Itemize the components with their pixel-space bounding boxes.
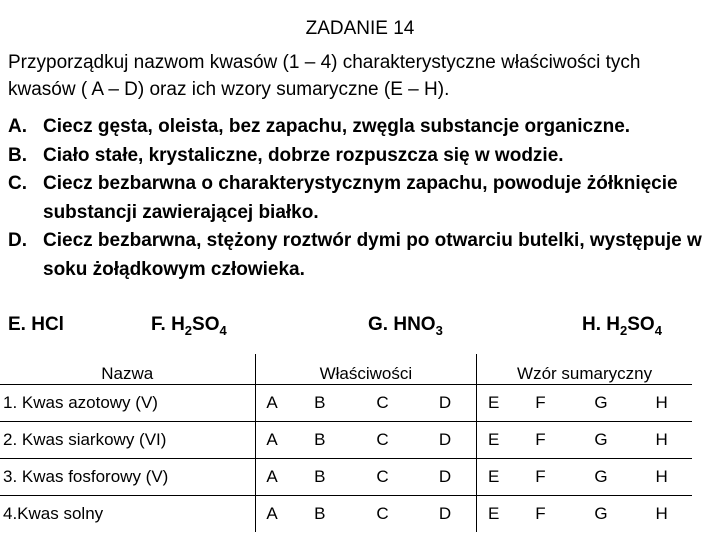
- property-letter: C.: [8, 173, 27, 194]
- table-row: [0, 385, 692, 422]
- table-row: [0, 422, 692, 459]
- property-option-a[interactable]: A: [255, 422, 288, 459]
- property-item-b: [8, 142, 713, 171]
- formula-option-e[interactable]: E: [477, 385, 510, 422]
- properties-list: [8, 113, 713, 284]
- property-option-a[interactable]: A: [255, 385, 288, 422]
- acid-name: 1. Kwas azotowy (V): [0, 385, 255, 422]
- task-instructions: Przyporządkuj nazwom kwasów (1 – 4) charakterystyczne właściwości tych kwasów ( A – D) oraz ich wzory sumaryczne (E – H).: [8, 52, 641, 100]
- property-option-d[interactable]: D: [414, 422, 477, 459]
- formula-option-f[interactable]: F: [510, 422, 571, 459]
- acid-name: 3. Kwas fosforowy (V): [0, 459, 255, 496]
- header-properties: Właściwości: [255, 354, 477, 385]
- header-name: Nazwa: [0, 354, 255, 385]
- task-title: ZADANIE 14: [305, 18, 415, 39]
- formula-option-h[interactable]: H: [631, 459, 692, 496]
- formula-option-h[interactable]: H: [631, 422, 692, 459]
- formula-option-g[interactable]: G: [571, 422, 632, 459]
- property-text: Ciecz bezbarwna o charakterystycznym zapachu, powoduje żółknięcie substancji zawierającej białko.: [43, 173, 678, 223]
- property-option-a[interactable]: A: [255, 496, 288, 533]
- formula-options: [8, 310, 713, 340]
- property-item-d: [8, 227, 713, 284]
- property-letter: A.: [8, 116, 27, 137]
- property-option-d[interactable]: D: [414, 496, 477, 533]
- formula-e: E. HCl: [8, 314, 64, 335]
- property-text: Ciecz gęsta, oleista, bez zapachu, zwęgla substancje organiczne.: [43, 116, 631, 137]
- property-letter: B.: [8, 144, 27, 166]
- property-option-c[interactable]: C: [351, 459, 414, 496]
- property-option-c[interactable]: C: [351, 422, 414, 459]
- property-option-b[interactable]: B: [288, 459, 351, 496]
- property-option-d[interactable]: D: [414, 459, 477, 496]
- table-row: [0, 459, 692, 496]
- formula-h: H. $H_2SO_4$: [582, 314, 662, 338]
- property-item-c: [8, 170, 713, 227]
- formula-option-g[interactable]: G: [571, 385, 632, 422]
- acid-name: 2. Kwas siarkowy (VI): [0, 422, 255, 459]
- formula-option-e[interactable]: E: [477, 496, 510, 533]
- table-row: [0, 496, 692, 533]
- property-option-a[interactable]: A: [255, 459, 288, 496]
- property-text: Ciecz bezbarwna, stężony roztwór dymi po otwarciu butelki, występuje w soku żołądkowym człowieka.: [43, 230, 702, 280]
- property-option-b[interactable]: B: [288, 422, 351, 459]
- property-text: Ciało stałe, krystaliczne, dobrze rozpuszcza się w wodzie.: [43, 144, 564, 166]
- property-option-b[interactable]: B: [288, 385, 351, 422]
- property-option-c[interactable]: C: [351, 496, 414, 533]
- formula-option-f[interactable]: F: [510, 496, 571, 533]
- formula-option-f[interactable]: F: [510, 459, 571, 496]
- formula-option-e[interactable]: E: [477, 422, 510, 459]
- header-formula: Wzór sumaryczny: [477, 354, 692, 385]
- formula-option-h[interactable]: H: [631, 385, 692, 422]
- answer-table: [0, 354, 692, 532]
- formula-f: F. $H_2SO_4$: [151, 314, 227, 338]
- formula-g: G. $HNO_3$: [368, 314, 443, 338]
- property-option-d[interactable]: D: [414, 385, 477, 422]
- formula-option-e[interactable]: E: [477, 459, 510, 496]
- formula-option-h[interactable]: H: [631, 496, 692, 533]
- acid-name: 4.Kwas solny: [0, 496, 255, 533]
- property-option-c[interactable]: C: [351, 385, 414, 422]
- property-item-a: [8, 113, 713, 142]
- formula-option-g[interactable]: G: [571, 496, 632, 533]
- property-option-b[interactable]: B: [288, 496, 351, 533]
- formula-option-f[interactable]: F: [510, 385, 571, 422]
- property-letter: D.: [8, 230, 27, 251]
- formula-option-g[interactable]: G: [571, 459, 632, 496]
